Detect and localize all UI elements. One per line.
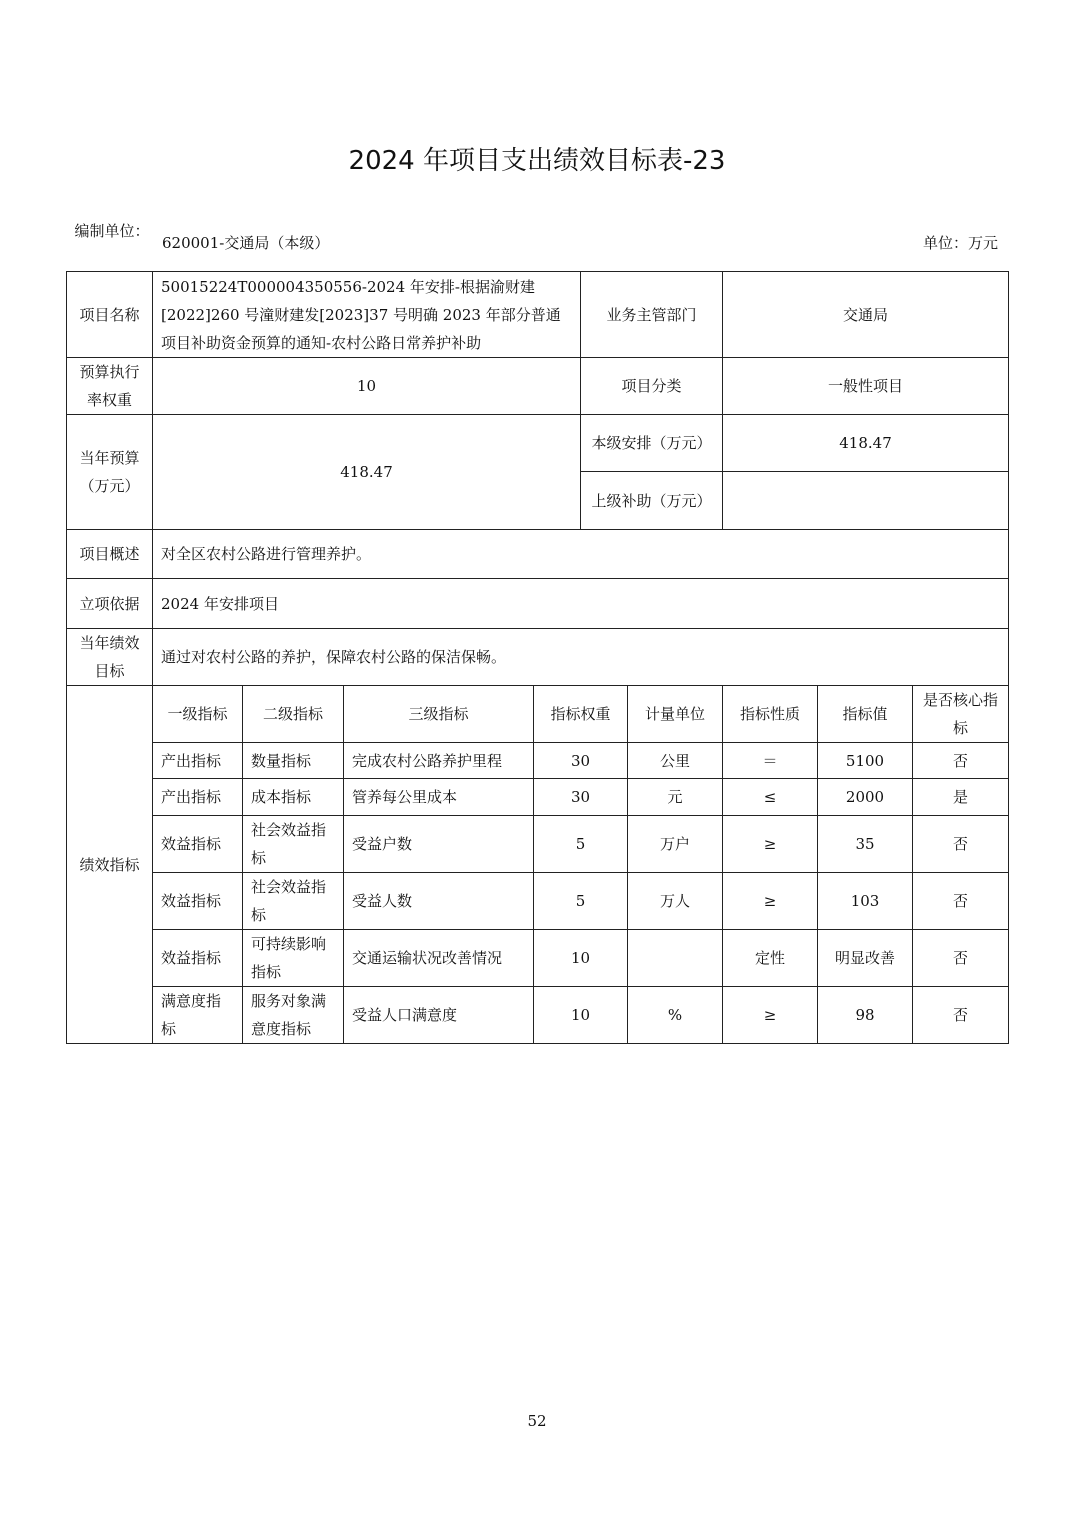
nature-cell: ≥ <box>723 816 818 873</box>
budget-value: 418.47 <box>153 415 581 530</box>
core-cell: 否 <box>913 873 1009 930</box>
level1-cell: 产出指标 <box>153 779 243 816</box>
local-budget-label: 本级安排（万元） <box>581 415 723 472</box>
level3-cell: 完成农村公路养护里程 <box>344 743 534 779</box>
nature-cell: ≥ <box>723 987 818 1044</box>
indicator-header: 指标性质 <box>723 686 818 743</box>
basis-label: 立项依据 <box>67 579 153 629</box>
level1-cell: 产出指标 <box>153 743 243 779</box>
value-cell: 明显改善 <box>818 930 913 987</box>
level2-cell: 成本指标 <box>243 779 344 816</box>
level2-cell: 数量指标 <box>243 743 344 779</box>
level3-cell: 受益人数 <box>344 873 534 930</box>
weight-cell: 5 <box>534 873 628 930</box>
table-row <box>67 873 1009 930</box>
unit-cell: 公里 <box>628 743 723 779</box>
level2-cell: 社会效益指标 <box>243 873 344 930</box>
indicators-section-label: 绩效指标 <box>67 686 153 1044</box>
indicator-header: 一级指标 <box>153 686 243 743</box>
core-cell: 否 <box>913 816 1009 873</box>
value-cell: 5100 <box>818 743 913 779</box>
weight-label: 预算执行率权重 <box>67 358 153 415</box>
budget-label: 当年预算（万元） <box>67 415 153 530</box>
level3-cell: 管养每公里成本 <box>344 779 534 816</box>
table-row <box>67 743 1009 779</box>
goal-label: 当年绩效目标 <box>67 629 153 686</box>
value-cell: 2000 <box>818 779 913 816</box>
dept-value: 交通局 <box>723 272 1009 358</box>
level2-cell: 可持续影响指标 <box>243 930 344 987</box>
level1-cell: 满意度指标 <box>153 987 243 1044</box>
indicator-header: 计量单位 <box>628 686 723 743</box>
performance-target-table <box>66 271 1009 1044</box>
level3-cell: 交通运输状况改善情况 <box>344 930 534 987</box>
upper-subsidy-label: 上级补助（万元） <box>581 472 723 530</box>
overview-value: 对全区农村公路进行管理养护。 <box>153 530 1009 579</box>
indicator-header: 三级指标 <box>344 686 534 743</box>
core-cell: 否 <box>913 930 1009 987</box>
nature-cell: 定性 <box>723 930 818 987</box>
table-row <box>67 779 1009 816</box>
unit-cell: 万人 <box>628 873 723 930</box>
level3-cell: 受益户数 <box>344 816 534 873</box>
level3-cell: 受益人口满意度 <box>344 987 534 1044</box>
unit-label: 编制单位： <box>74 222 150 240</box>
value-cell: 103 <box>818 873 913 930</box>
nature-cell: ≤ <box>723 779 818 816</box>
indicator-header: 二级指标 <box>243 686 344 743</box>
dept-label: 业务主管部门 <box>581 272 723 358</box>
category-label: 项目分类 <box>581 358 723 415</box>
indicator-header: 指标值 <box>818 686 913 743</box>
unit-cell: 万户 <box>628 816 723 873</box>
weight-cell: 10 <box>534 930 628 987</box>
level1-cell: 效益指标 <box>153 930 243 987</box>
indicator-header: 是否核心指标 <box>913 686 1009 743</box>
value-cell: 35 <box>818 816 913 873</box>
table-row <box>67 987 1009 1044</box>
core-cell: 否 <box>913 987 1009 1044</box>
weight-cell: 10 <box>534 987 628 1044</box>
weight-cell: 30 <box>534 779 628 816</box>
table-row <box>67 816 1009 873</box>
level1-cell: 效益指标 <box>153 816 243 873</box>
nature-cell: ＝ <box>723 743 818 779</box>
local-budget-value: 418.47 <box>723 415 1009 472</box>
nature-cell: ≥ <box>723 873 818 930</box>
level2-cell: 服务对象满意度指标 <box>243 987 344 1044</box>
goal-value: 通过对农村公路的养护，保障农村公路的保洁保畅。 <box>153 629 1009 686</box>
project-name-label: 项目名称 <box>67 272 153 358</box>
table-row <box>67 930 1009 987</box>
weight-cell: 30 <box>534 743 628 779</box>
unit-cell <box>628 930 723 987</box>
basis-value: 2024 年安排项目 <box>153 579 1009 629</box>
unit-value: 620001-交通局（本级） <box>162 234 330 252</box>
indicator-header: 指标权重 <box>534 686 628 743</box>
currency-unit: 单位：万元 <box>922 234 998 252</box>
level1-cell: 效益指标 <box>153 873 243 930</box>
core-cell: 是 <box>913 779 1009 816</box>
project-name-value: 50015224T000004350556-2024 年安排-根据渝财建[2022]260 号潼财建发[2023]37 号明确 2023 年部分普通项目补助资金预算的通知-农村公路日常养护补助 <box>153 272 581 358</box>
page-title: 2024 年项目支出绩效目标表-23 <box>348 146 726 176</box>
weight-cell: 5 <box>534 816 628 873</box>
unit-cell: 元 <box>628 779 723 816</box>
overview-label: 项目概述 <box>67 530 153 579</box>
value-cell: 98 <box>818 987 913 1044</box>
weight-value: 10 <box>153 358 581 415</box>
page-number: 52 <box>527 1412 547 1430</box>
category-value: 一般性项目 <box>723 358 1009 415</box>
unit-cell: % <box>628 987 723 1044</box>
upper-subsidy-value <box>723 472 1009 530</box>
core-cell: 否 <box>913 743 1009 779</box>
level2-cell: 社会效益指标 <box>243 816 344 873</box>
